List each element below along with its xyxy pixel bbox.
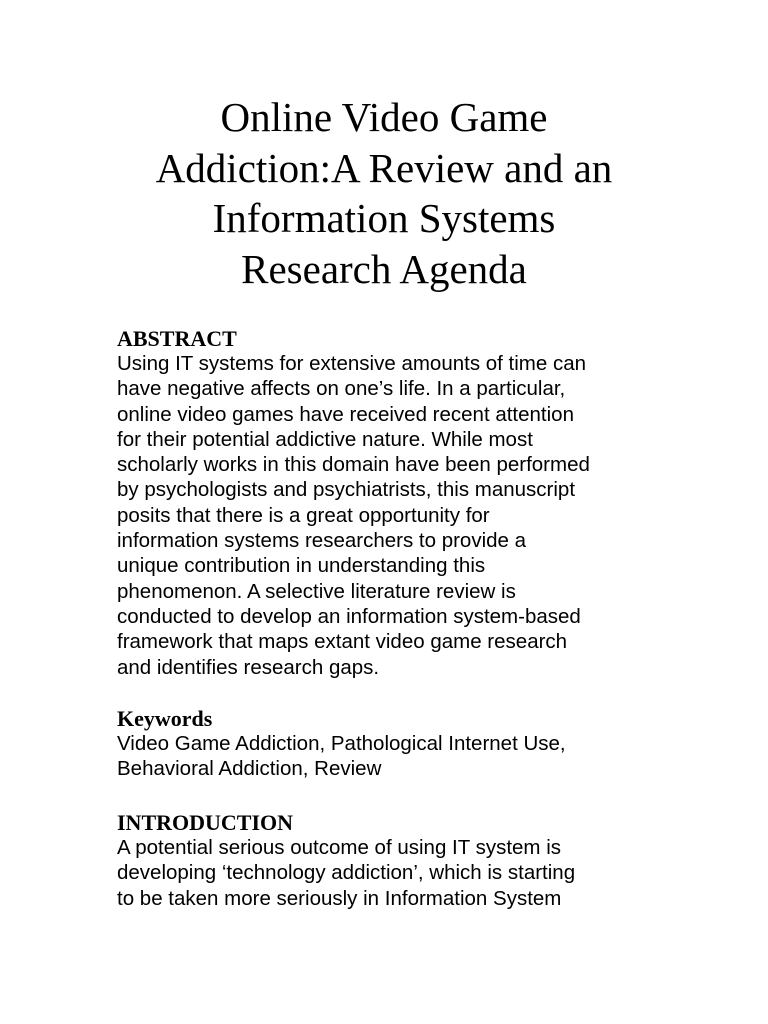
keywords-heading: Keywords bbox=[117, 706, 213, 731]
introduction-section bbox=[117, 810, 757, 911]
title-line: Information Systems bbox=[212, 195, 556, 241]
keywords-line: Behavioral Addiction, Review bbox=[117, 757, 382, 781]
paper-title bbox=[84, 92, 684, 294]
abstract-line: online video games have received recent attention bbox=[117, 402, 574, 426]
title-line: Online Video Game bbox=[220, 94, 548, 140]
abstract-line: for their potential addictive nature. While most bbox=[117, 427, 533, 451]
abstract-line: framework that maps extant video game research bbox=[117, 630, 568, 654]
introduction-heading: INTRODUCTION bbox=[117, 810, 294, 835]
introduction-line: to be taken more seriously in Information System bbox=[117, 886, 562, 910]
abstract-line: phenomenon. A selective literature review is bbox=[117, 579, 516, 603]
abstract-line: posits that there is a great opportunity for bbox=[117, 503, 490, 527]
abstract-line: scholarly works in this domain have been performed bbox=[117, 453, 590, 477]
abstract-section bbox=[117, 326, 757, 680]
abstract-line: information systems researchers to provide a bbox=[117, 529, 527, 553]
abstract-line: conducted to develop an information system-based bbox=[117, 604, 581, 628]
title-line: Research Agenda bbox=[241, 245, 527, 292]
abstract-line: and identifies research gaps. bbox=[117, 655, 380, 679]
abstract-line: Using IT systems for extensive amounts of time can bbox=[117, 352, 587, 375]
abstract-body bbox=[117, 351, 757, 680]
title-line: Addiction:A Review and an bbox=[155, 144, 613, 191]
keywords-section bbox=[117, 706, 757, 782]
introduction-body bbox=[117, 835, 757, 911]
abstract-heading: ABSTRACT bbox=[117, 326, 237, 351]
keywords-line: Video Game Addiction, Pathological Internet Use, bbox=[117, 732, 566, 755]
abstract-line: have negative affects on one’s life. In a particular, bbox=[117, 377, 566, 401]
abstract-line: unique contribution in understanding this bbox=[117, 554, 486, 578]
keywords-body bbox=[117, 731, 757, 782]
introduction-line: developing ‘technology addiction’, which is starting bbox=[117, 861, 576, 885]
introduction-line: A potential serious outcome of using IT system is bbox=[117, 836, 562, 859]
abstract-line: by psychologists and psychiatrists, this manuscript bbox=[117, 478, 576, 502]
